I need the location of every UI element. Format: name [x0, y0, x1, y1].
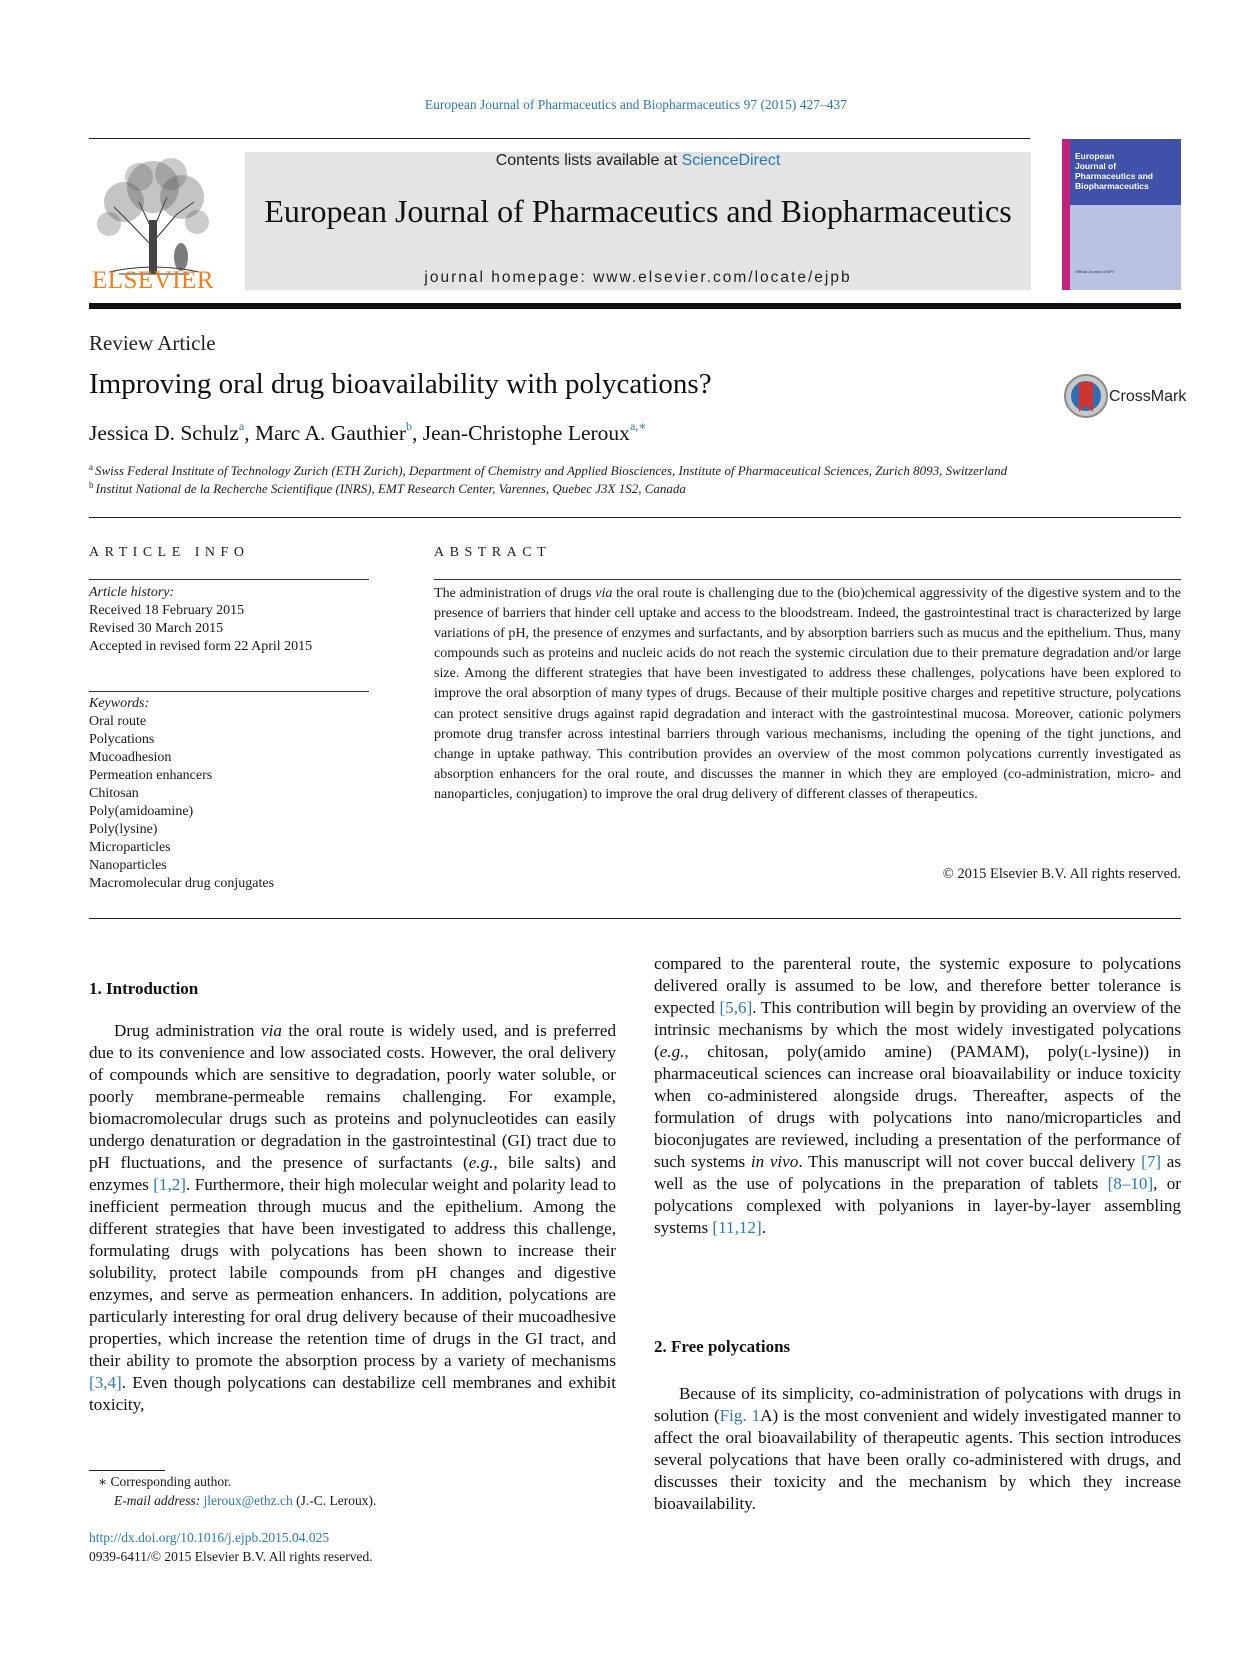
masthead-thick-rule [89, 303, 1181, 309]
affiliation-label: b [89, 480, 94, 490]
footnote-rule [89, 1470, 165, 1471]
abstract-heading: ABSTRACT [434, 545, 552, 560]
keyword-item: Poly(amidoamine) [89, 804, 194, 819]
free-polycations-paragraph [654, 1383, 1181, 1515]
text-run: , or polycations complexed with polyanions in layer-by-layer assembling systems [654, 1174, 1181, 1237]
article-title: Improving oral drug bioavailability with polycations? [89, 368, 712, 400]
keywords-rule [89, 691, 369, 692]
author-name[interactable]: Jean-Christophe Leroux [422, 421, 630, 445]
introduction-paragraph [89, 1020, 616, 1416]
abstract-part: the oral route is challenging due to the (bio)chemical aggressivity of the digestive system and to the presence of barriers that hinder cell uptake and access to the bloodstream. Indeed, the gastrointestinal tract is characterized by large variations of pH, the presence of enzymes and surfactants, and by absorption barriers such as mucus and the epithelium. Thus, many compounds such as proteins and nucleic acids do not reach the systemic circulation due to their premature degradation and/or large size. Among the different strategies that have been investigated to address these challenges, polycations have been explored to improve the oral absorption of many types of drugs. Because of their multiple positive charges and repetitive structure, polycations can protect sensitive drugs against rapid degradation and interact with the gastrointestinal mucosa. Moreover, cationic polymers promote drug transfer across intestinal barriers through various mechanisms, including the opening of the tight junctions, and change in uptake pathway. This contribution provides an overview of the most common polycations currently investigated as absorption enhancers for the oral route, and discusses the manner in which they are employed (co-administration, micro- and nanoparticles, conjugation) to improve the oral drug delivery of different classes of therapeutics. [434, 585, 1181, 802]
affiliation-text: Institut National de la Recherche Scientifique (INRS), EMT Research Center, Varennes, Quebec J3X 1S2, Canada [95, 481, 686, 496]
abstract-emphasis: via [595, 585, 613, 601]
text-run: . This contribution will begin by providing an overview of the intrinsic mechanisms by which the most widely investigated polycations ( [654, 998, 1182, 1061]
cover-stripe [1062, 139, 1070, 290]
email-label: E-mail address: [114, 1493, 204, 1508]
journal-homepage[interactable]: journal homepage: www.elsevier.com/locate/ejpb [424, 269, 852, 286]
history-accepted: Accepted in revised form 22 April 2015 [89, 639, 313, 654]
abstract-copyright: © 2015 Elsevier B.V. All rights reserved. [942, 866, 1181, 882]
section-heading-free-polycations: 2. Free polycations [654, 1337, 791, 1356]
email-suffix: (J.-C. Leroux). [292, 1493, 377, 1508]
keyword-item: Nanoparticles [89, 858, 167, 873]
affiliation-text: Swiss Federal Institute of Technology Zurich (ETH Zurich), Department of Chemistry and Applied Biosciences, Institute of Pharmaceutical Sciences, Zurich 8093, Switzerland [95, 463, 1008, 478]
author-separator: , [412, 421, 423, 445]
sciencedirect-link[interactable]: ScienceDirect [681, 152, 781, 169]
cover-title-line: Pharmaceutics and [1075, 171, 1153, 181]
text-emphasis: e.g. [468, 1153, 494, 1172]
author-separator: , [244, 421, 255, 445]
citation-link[interactable]: [8–10] [1107, 1174, 1154, 1193]
citation-link[interactable]: [5,6] [719, 998, 753, 1017]
abstract-part: The administration of drugs [434, 585, 596, 601]
keyword-item: Mucoadhesion [89, 750, 172, 765]
elsevier-logo-text: ELSEVIER [91, 267, 215, 294]
contents-prefix: Contents lists available at [495, 152, 682, 169]
text-run: . This manuscript will not cover buccal delivery [798, 1152, 1142, 1171]
affiliation-a [89, 463, 1007, 479]
cover-title-line: Journal of [1075, 161, 1117, 171]
article-type: Review Article [89, 331, 216, 355]
corresponding-author-note: ∗ Corresponding author. [98, 1474, 232, 1489]
citation-link[interactable]: [11,12] [712, 1218, 762, 1237]
text-smallcaps: l [1083, 1042, 1092, 1061]
text-run: Because of its simplicity, co-administration of polycations with drugs in solution ( [654, 1384, 1181, 1425]
journal-title: European Journal of Pharmaceutics and Biopharmaceutics [264, 193, 1012, 229]
keyword-item: Polycations [89, 732, 155, 747]
affiliation-marker[interactable]: b [406, 419, 412, 433]
header-rule [89, 138, 1030, 139]
contents-available-line [245, 152, 1031, 170]
citation-link[interactable]: [7] [1141, 1152, 1162, 1171]
affiliation-label: a [89, 462, 93, 472]
keyword-item: Oral route [89, 714, 147, 729]
article-history-label: Article history: [89, 585, 175, 600]
text-run: . Even though polycations can destabilize cell membranes and exhibit toxicity, [89, 1373, 616, 1414]
keyword-item: Macromolecular drug conjugates [89, 876, 275, 891]
affiliation-b [89, 481, 686, 497]
text-run: . [761, 1218, 766, 1237]
author-name[interactable]: Marc A. Gauthier [254, 421, 406, 445]
journal-reference[interactable]: European Journal of Pharmaceutics and Biopharmaceutics 97 (2015) 427–437 [424, 97, 848, 112]
affiliation-marker[interactable]: a [238, 419, 245, 433]
introduction-paragraph-continued [654, 953, 1181, 1239]
citation-link[interactable]: [1,2] [153, 1175, 186, 1194]
text-run: A) is the most convenient and widely investigated manner to affect the oral bioavailability of therapeutic agents. This section introduces several polycations that have been orally co-administered with drugs, and discusses their toxicity and the mechanism by which they increase bioavailability. [654, 1406, 1182, 1513]
text-run: , bile salts) and enzymes [89, 1153, 616, 1194]
history-received: Received 18 February 2015 [89, 603, 245, 618]
keyword-item: Permeation enhancers [89, 768, 213, 783]
keyword-item: Poly(lysine) [89, 822, 158, 837]
cover-title-line: Biopharmaceutics [1075, 181, 1149, 191]
issn-copyright: 0939-6411/© 2015 Elsevier B.V. All rights reserved. [89, 1549, 373, 1564]
text-emphasis: e.g. [659, 1042, 685, 1061]
citation-link[interactable]: [3,4] [89, 1373, 122, 1392]
cover-lower-panel [1070, 205, 1181, 290]
cover-title-line: European [1075, 151, 1115, 161]
text-run: Drug administration [114, 1021, 262, 1040]
journal-cover[interactable] [1062, 139, 1181, 290]
section-rule [89, 517, 1181, 518]
author-email-line [114, 1493, 376, 1509]
text-emphasis: in vivo [750, 1152, 799, 1171]
text-run: . Furthermore, their high molecular weight and polarity lead to inefficient permeation through mucus and the epithelium. Among the different strategies that have been investigated to address this challenge, formulating drugs with polycations has been shown to increase their solubility, protect labile compounds from pH changes and digestive enzymes, and serve as permeation enhancers. In addition, polycations are particularly interesting for oral drug delivery because of their mucoadhesive properties, which increase the retention time of drugs in the GI tract, and their ability to promote the absorption process by a variety of mechanisms [89, 1175, 616, 1370]
text-run: the oral route is widely used, and is preferred due to its convenience and low associated costs. However, the oral delivery of compounds which are sensitive to degradation, poorly water soluble, or poorly membrane-permeable remains challenging. For example, biomacromolecular drugs such as proteins and polynucleotides can easily undergo denaturation or degradation in the gastrointestinal (GI) tract due to pH fluctuations, and the presence of surfactants ( [89, 1021, 616, 1172]
affiliation-marker[interactable]: a,∗ [629, 419, 647, 433]
abstract-bottom-rule [89, 918, 1181, 919]
abstract-rule [434, 579, 1181, 580]
figure-link[interactable]: Fig. 1 [719, 1406, 761, 1425]
doi-link[interactable]: http://dx.doi.org/10.1016/j.ejpb.2015.04.025 [89, 1530, 330, 1545]
crossmark-label[interactable]: CrossMark [1109, 388, 1187, 405]
text-run: -lysine)) in pharmaceutical sciences can increase oral bioavailability or induce toxicity when co-administered alongside drugs. Thereafter, aspects of the formulation of drugs with polycations into nano/microparticles and bioconjugates are reviewed, including a presentation of the performance of such systems [654, 1042, 1181, 1171]
article-info-heading: ARTICLE INFO [89, 545, 250, 560]
keyword-item: Microparticles [89, 840, 171, 855]
text-run: as well as the use of polycations in the preparation of tablets [654, 1152, 1182, 1193]
author-list [89, 421, 646, 446]
text-run: , chitosan, poly(amido amine) (PAMAM), poly( [684, 1042, 1084, 1061]
author-name[interactable]: Jessica D. Schulz [89, 421, 239, 445]
abstract-text [434, 583, 1181, 804]
email-link[interactable]: jleroux@ethz.ch [203, 1493, 293, 1508]
text-run: compared to the parenteral route, the systemic exposure to polycations delivered orally is assumed to be low, and therefore better tolerance is expected [654, 954, 1181, 1017]
article-info-rule [89, 579, 369, 580]
section-heading-introduction: 1. Introduction [89, 979, 199, 998]
history-revised: Revised 30 March 2015 [89, 621, 224, 636]
keywords-label: Keywords: [89, 696, 150, 711]
text-emphasis: via [261, 1021, 282, 1040]
cover-title [1075, 151, 1179, 191]
keyword-item: Chitosan [89, 786, 139, 801]
cover-small-text: Official Journal of APV [1075, 269, 1115, 274]
